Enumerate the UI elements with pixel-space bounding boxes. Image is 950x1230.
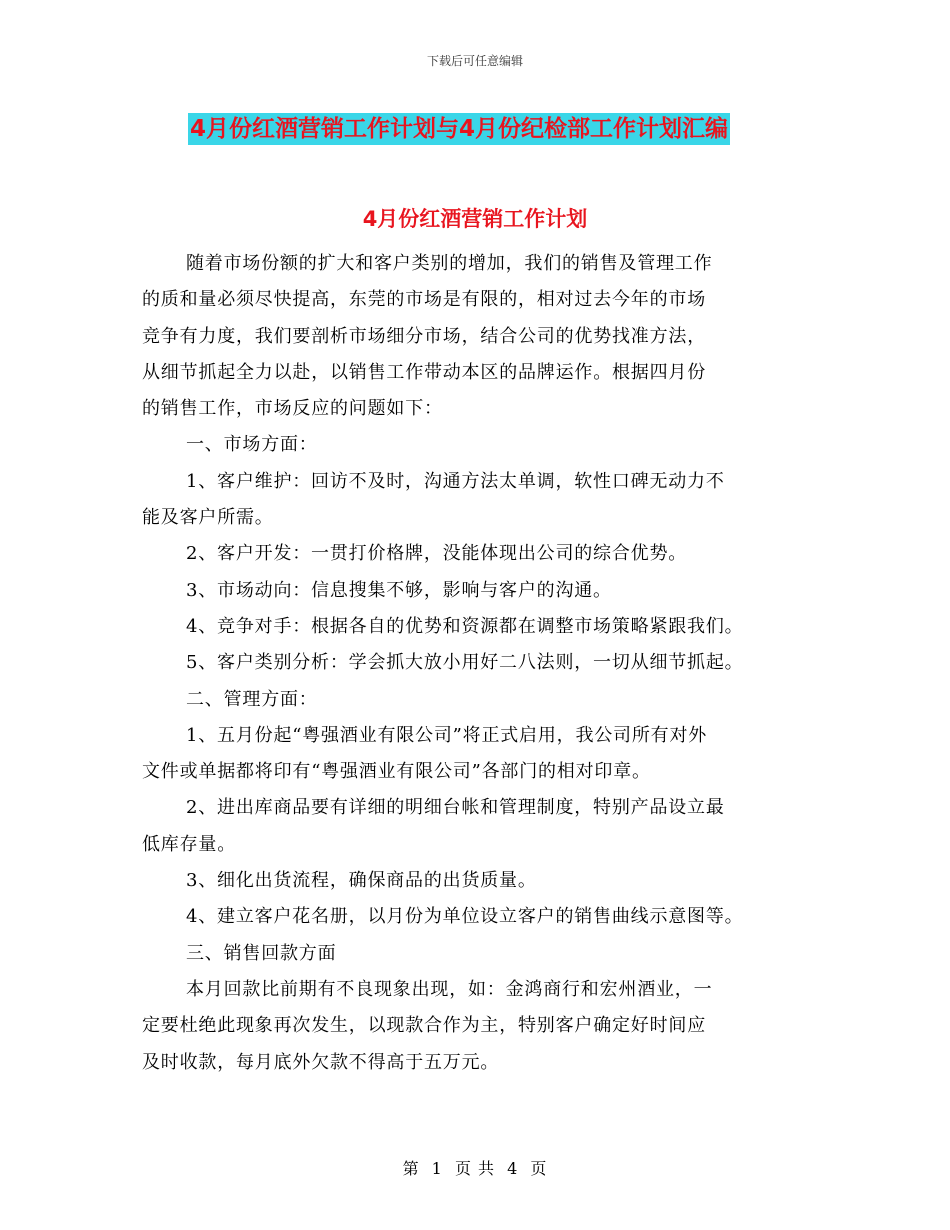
body-line: 2、客户开发：一贯打价格牌，没能体现出公司的综合优势。	[186, 543, 688, 565]
page-footer-prefix: 第	[402, 1159, 420, 1178]
body-line: 一、市场方面：	[186, 434, 318, 456]
body-line: 本月回款比前期有不良现象出现，如：金鸿商行和宏州酒业，一	[186, 978, 713, 1000]
body-line: 及时收款，每月底外欠款不得高于五万元。	[142, 1051, 500, 1073]
body-line: 能及客户所需。	[142, 507, 274, 529]
page-total: 4	[507, 1159, 519, 1178]
page-footer	[0, 1156, 950, 1179]
header-note: 下载后可任意编辑	[426, 54, 523, 68]
page-number: 1	[431, 1159, 443, 1178]
body-line: 4、建立客户花名册，以月份为单位设立客户的销售曲线示意图等。	[186, 906, 744, 928]
section-title: 4月份红酒营销工作计划	[362, 207, 588, 231]
body-line: 二、管理方面：	[186, 688, 318, 710]
body-text	[142, 246, 842, 1081]
document-title: 4月份红酒营销工作计划与4月份纪检部工作计划汇编	[188, 113, 730, 145]
body-line: 的销售工作，市场反应的问题如下：	[142, 398, 443, 420]
body-line: 竞争有力度，我们要剖析市场细分市场，结合公司的优势找准方法，	[142, 325, 706, 347]
body-line: 1、客户维护：回访不及时，沟通方法太单调，软性口碑无动力不	[186, 470, 725, 492]
body-line: 低库存量。	[142, 833, 236, 855]
body-line: 的质和量必须尽快提高，东莞的市场是有限的，相对过去今年的市场	[142, 289, 706, 311]
body-line: 从细节抓起全力以赴，以销售工作带动本区的品牌运作。根据四月份	[142, 361, 706, 383]
body-line: 定要杜绝此现象再次发生，以现款合作为主，特别客户确定好时间应	[142, 1015, 706, 1037]
body-line: 2、进出库商品要有详细的明细台帐和管理制度，特别产品设立最	[186, 797, 725, 819]
body-line: 随着市场份额的扩大和客户类别的增加，我们的销售及管理工作	[186, 253, 713, 274]
page-footer-suffix: 页	[530, 1159, 548, 1178]
body-line: 1、五月份起“粤强酒业有限公司”将正式启用，我公司所有对外	[186, 724, 708, 746]
body-line: 三、销售回款方面	[186, 942, 337, 964]
body-line: 5、客户类别分析：学会抓大放小用好二八法则，一切从细节抓起。	[186, 652, 744, 674]
page-footer-middle: 页 共	[454, 1159, 496, 1178]
body-line: 文件或单据都将印有“粤强酒业有限公司”各部门的相对印章。	[142, 761, 651, 783]
body-line: 3、市场动向：信息搜集不够，影响与客户的沟通。	[186, 579, 612, 601]
body-line: 4、竞争对手：根据各自的优势和资源都在调整市场策略紧跟我们。	[186, 615, 744, 637]
body-line: 3、细化出货流程，确保商品的出货质量。	[186, 870, 537, 892]
